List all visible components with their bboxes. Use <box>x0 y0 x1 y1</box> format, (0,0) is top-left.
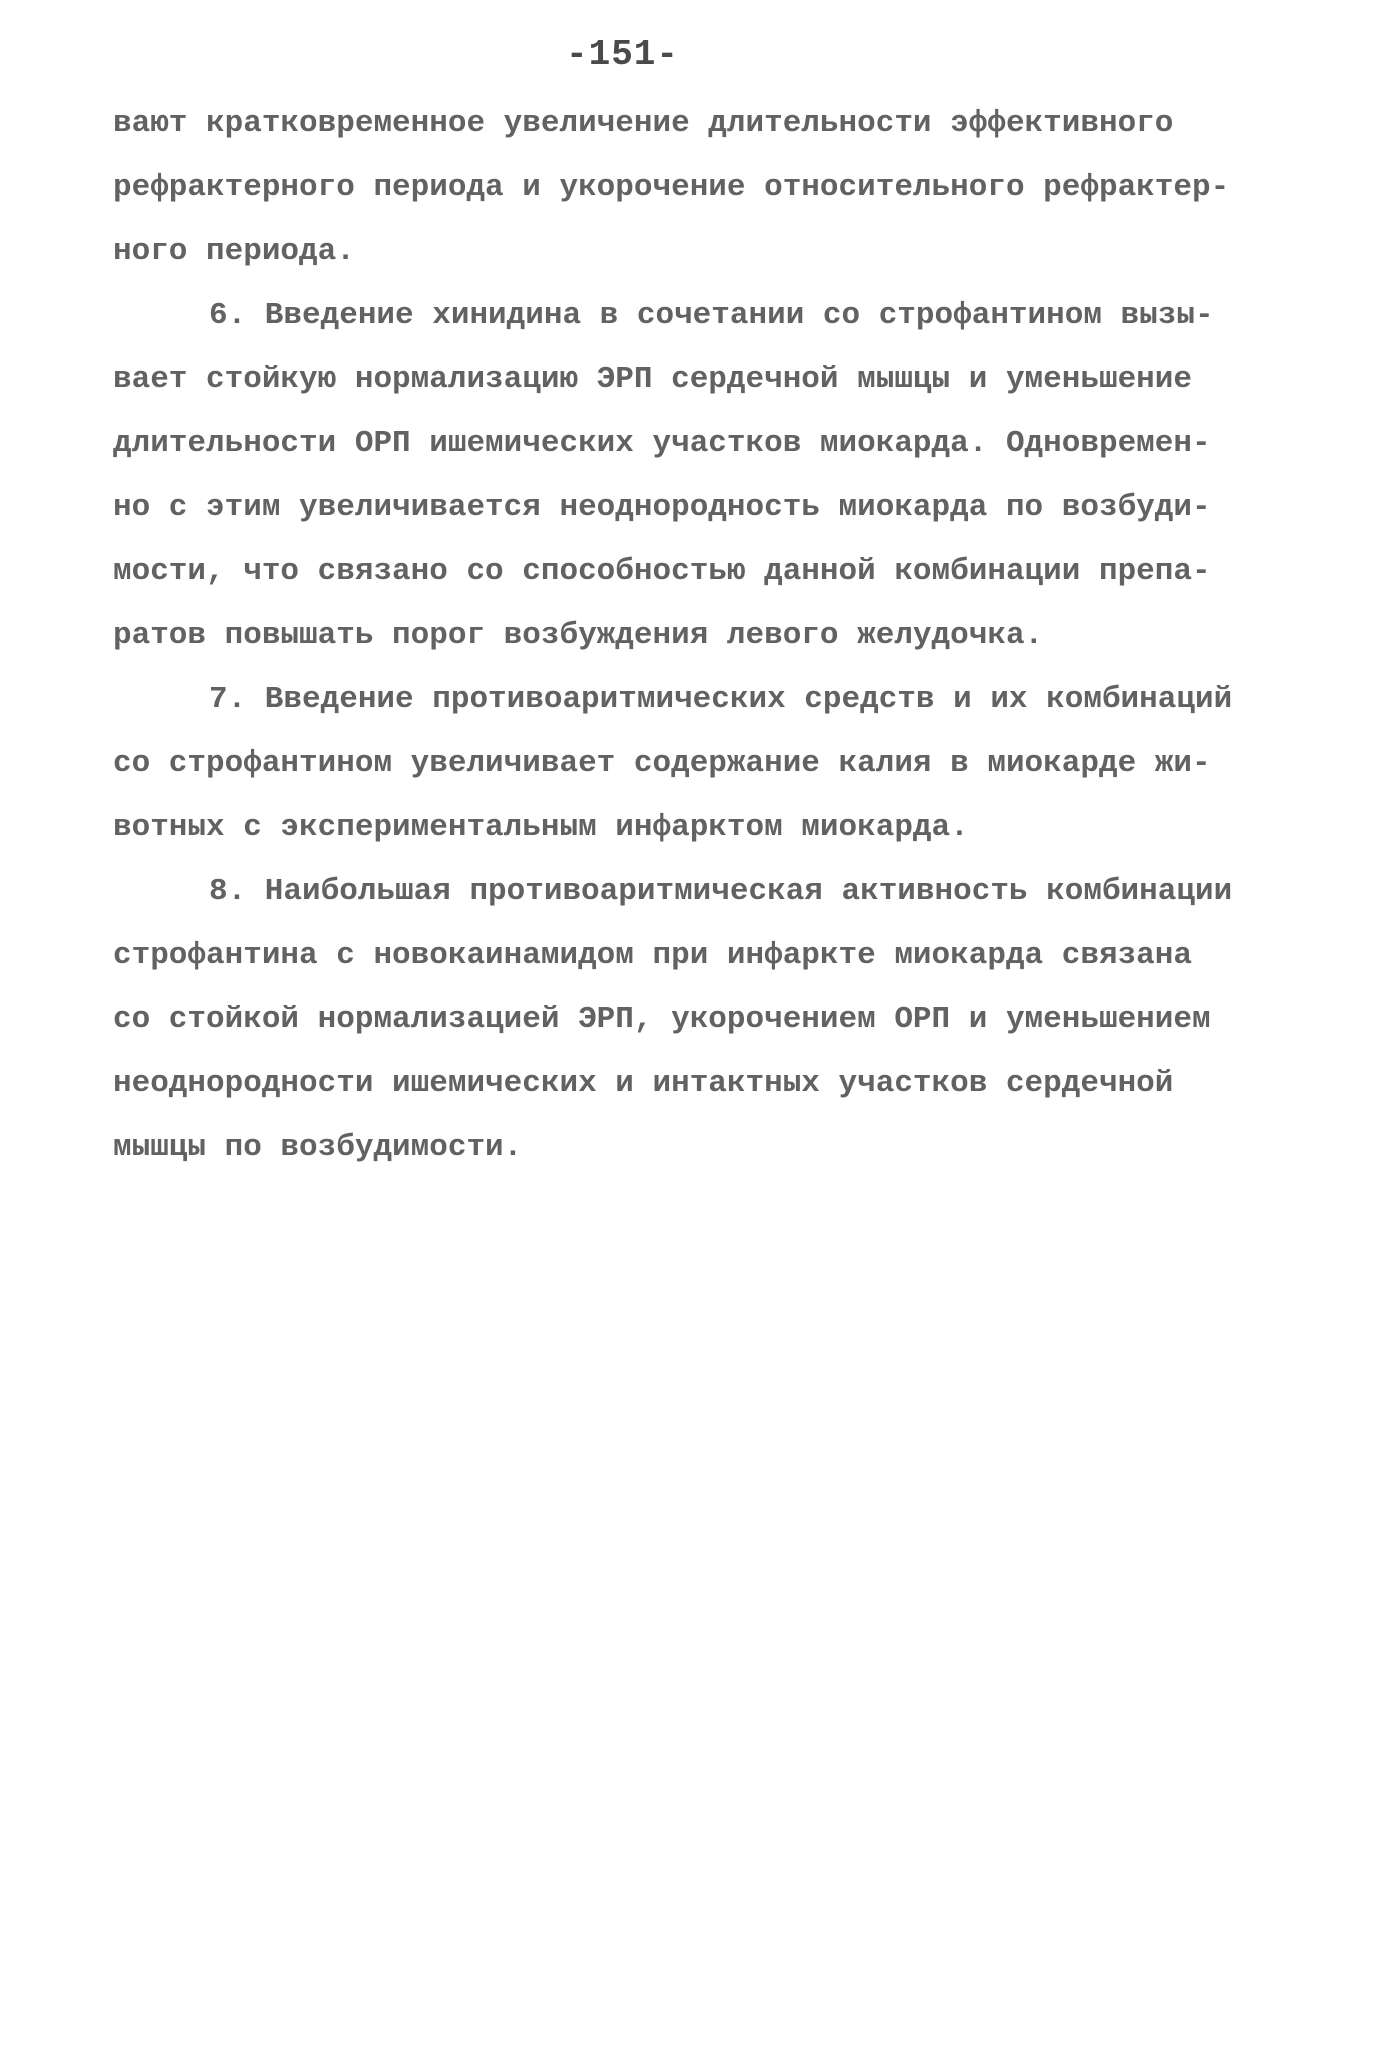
text-line: но с этим увеличивается неоднородность миокарда по возбуди- <box>113 490 1211 525</box>
text-line: рефрактерного периода и укорочение относительного рефрактер- <box>113 170 1230 205</box>
text-line: со строфантином увеличивает содержание калия в миокарде жи- <box>113 746 1211 781</box>
text-line: со стойкой нормализацией ЭРП, укорочением ОРП и уменьшением <box>113 1002 1211 1037</box>
text-line: мости, что связано со способностью данной комбинации препа- <box>113 554 1211 589</box>
text-line: вают кратковременное увеличение длительности эффективного <box>113 106 1174 141</box>
text-line: 8. Наибольшая противоаритмическая активность комбинации <box>209 874 1233 909</box>
text-line: вотных с экспериментальным инфарктом миокарда. <box>113 810 969 845</box>
text-line: неоднородности ишемических и интактных участков сердечной <box>113 1066 1174 1101</box>
text-line: ратов повышать порог возбуждения левого желудочка. <box>113 618 1044 653</box>
text-line: строфантина с новокаинамидом при инфаркте миокарда связана <box>113 938 1192 973</box>
page-number: -151- <box>565 34 680 75</box>
text-line: ного периода. <box>113 234 355 269</box>
text-line: вает стойкую нормализацию ЭРП сердечной мышцы и уменьшение <box>113 362 1192 397</box>
text-line: длительности ОРП ишемических участков миокарда. Одновремен- <box>113 426 1211 461</box>
text-line: 6. Введение хинидина в сочетании со строфантином вызы- <box>209 298 1214 333</box>
text-line: мышцы по возбудимости. <box>113 1130 523 1165</box>
text-body <box>113 92 1283 1180</box>
text-line: 7. Введение противоаритмических средств и их комбинаций <box>209 682 1233 717</box>
